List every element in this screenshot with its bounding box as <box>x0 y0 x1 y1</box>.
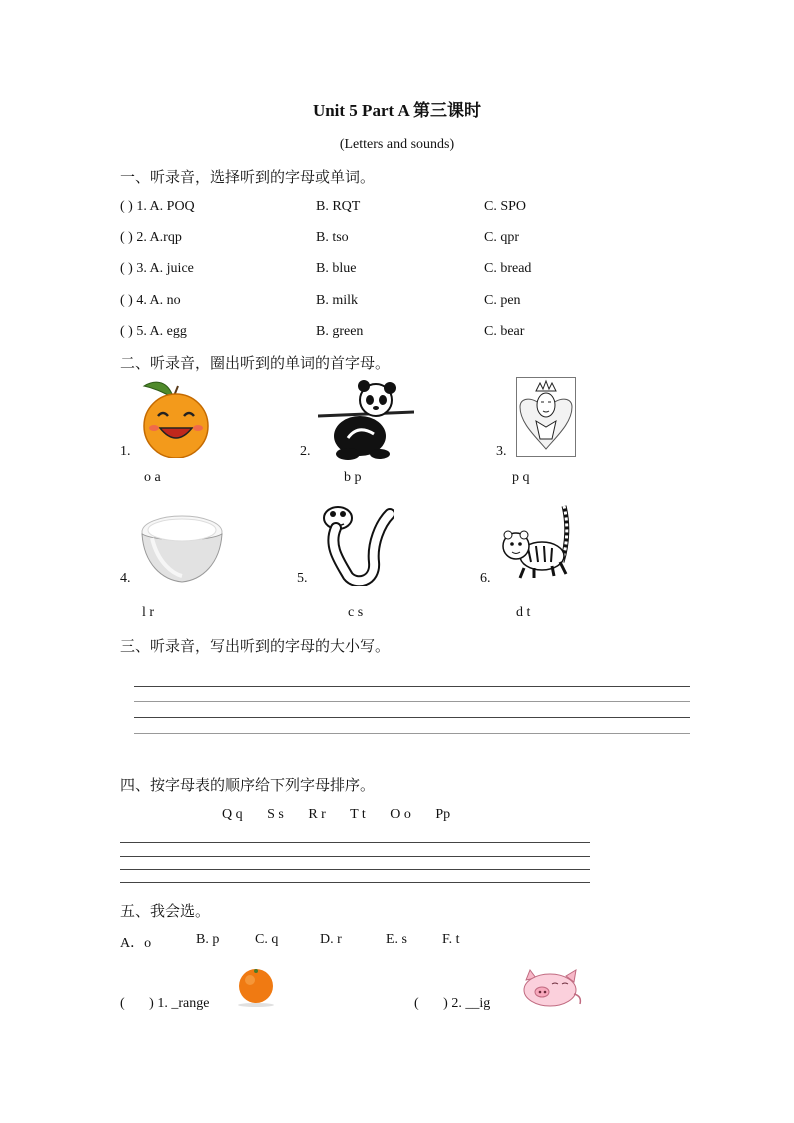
section1-heading: 一、听录音，选择听到的字母或单词。 <box>120 168 376 186</box>
writing-line-3[interactable] <box>134 717 690 718</box>
orange-face-icon <box>136 376 216 458</box>
sort-line-3[interactable] <box>120 869 590 870</box>
writing-line-4[interactable] <box>134 733 690 734</box>
s1-q5-c: C. bear <box>484 324 525 339</box>
page-subtitle: (Letters and sounds) <box>339 137 455 152</box>
letters-to-sort: Q q S s R r T t O o Pp <box>222 807 451 822</box>
s2-item1-num: 1. <box>120 444 131 459</box>
sort-line-2[interactable] <box>120 856 590 857</box>
s2-item3-num: 3. <box>496 444 507 459</box>
sort-line-4[interactable] <box>120 882 590 883</box>
s1-q5: ( ) 5. A. egg <box>120 324 187 339</box>
s2-item5-num: 5. <box>297 571 308 586</box>
s1-q1-c: C. SPO <box>484 199 527 214</box>
writing-line-2[interactable] <box>134 701 690 702</box>
s1-q2-b: B. tso <box>316 230 349 245</box>
option-e: E. s <box>386 932 407 947</box>
s2-item4-letters: l r <box>142 605 155 620</box>
section5-heading: 五、我会选。 <box>120 902 211 920</box>
s1-q4-c: C. pen <box>484 293 521 308</box>
s1-q5-b: B. green <box>316 324 364 339</box>
page-title: Unit 5 Part A 第三课时 <box>312 101 482 120</box>
s1-q3-c: C. bread <box>484 261 532 276</box>
section4-heading: 四、按字母表的顺序给下列字母排序。 <box>120 776 376 794</box>
s2-item2-num: 2. <box>300 444 311 459</box>
s2-item6-num: 6. <box>480 571 491 586</box>
snake-icon <box>318 502 394 586</box>
s2-item1-letters: o a <box>144 470 161 485</box>
s1-q3: ( ) 3. A. juice <box>120 261 194 276</box>
section2-heading: 二、听录音，圈出听到的单词的首字母。 <box>120 354 391 372</box>
panda-icon <box>318 378 414 460</box>
s2-item3-letters: p q <box>512 470 530 485</box>
s1-q2-c: C. qpr <box>484 230 519 245</box>
s1-q1-b: B. RQT <box>316 199 361 214</box>
pig-icon <box>516 966 586 1010</box>
s5-q2: ( ) 2. __ig <box>414 996 491 1011</box>
s1-q3-b: B. blue <box>316 261 357 276</box>
s1-q4-b: B. milk <box>316 293 359 308</box>
option-a: A．o <box>120 936 152 951</box>
section3-heading: 三、听录音，写出听到的字母的大小写。 <box>120 637 391 655</box>
rice-bowl-icon <box>138 508 226 588</box>
s1-q2: ( ) 2. A.rqp <box>120 230 182 245</box>
s2-item4-num: 4. <box>120 571 131 586</box>
s5-q1: ( ) 1. _range <box>120 996 210 1011</box>
option-f: F. t <box>442 932 460 947</box>
option-c: C. q <box>255 932 279 947</box>
s1-q4: ( ) 4. A. no <box>120 293 181 308</box>
queen-icon <box>516 377 576 457</box>
sort-line-1[interactable] <box>120 842 590 843</box>
writing-line-1[interactable] <box>134 686 690 687</box>
s1-q1: ( ) 1. A. POQ <box>120 199 195 214</box>
s2-item5-letters: c s <box>348 605 364 620</box>
option-b: B. p <box>196 932 220 947</box>
s2-item6-letters: d t <box>516 605 531 620</box>
orange-icon <box>234 964 278 1008</box>
s2-item2-letters: b p <box>344 470 362 485</box>
option-d: D. r <box>320 932 342 947</box>
tiger-icon <box>498 502 578 584</box>
